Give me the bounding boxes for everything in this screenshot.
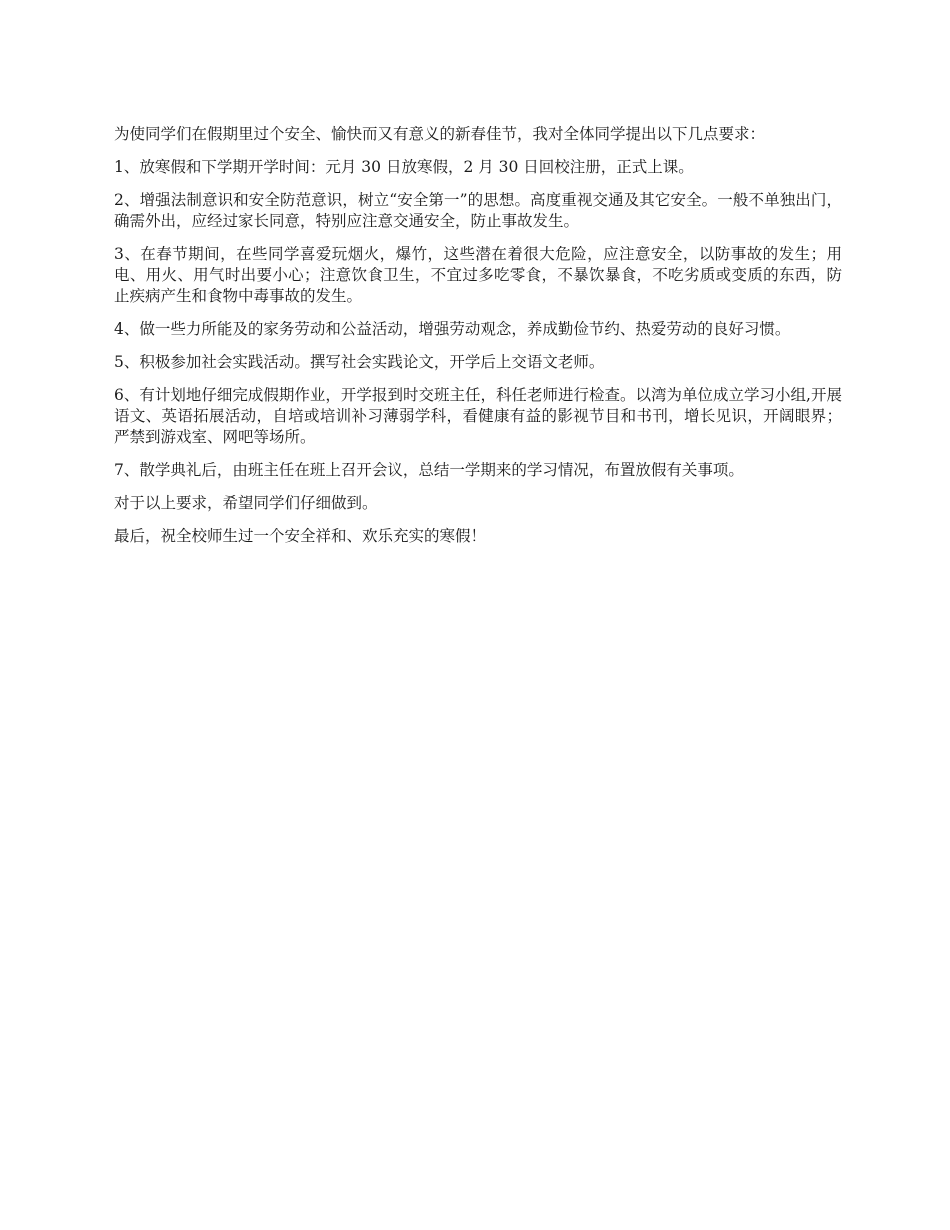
requirement-item-6: 6、有计划地仔细完成假期作业，开学报到时交班主任，科任老师进行检查。以湾为单位成立学习小组,开展语文、英语拓展活动，自培或培训补习薄弱学科，看健康有益的影视节目和书刊，增长见识，开阔眼界；严禁到游戏室、网吧等场所。 xyxy=(114,386,842,446)
intro-paragraph: 为使同学们在假期里过个安全、愉快而又有意义的新春佳节，我对全体同学提出以下几点要求： xyxy=(114,125,766,143)
requirement-item-7: 7、散学典礼后，由班主任在班上召开会议，总结一学期来的学习情况，布置放假有关事项。 xyxy=(114,461,744,479)
requirement-item-3: 3、在春节期间，在些同学喜爱玩烟火，爆竹，这些潜在着很大危险，应注意安全，以防事故的发生；用电、用火、用气时出要小心；注意饮食卫生，不宜过多吃零食，不暴饮暴食，不吃劣质或变质的东西，防止疾病产生和食物中毒事故的发生。 xyxy=(114,245,842,305)
requirement-item-2: 2、增强法制意识和安全防范意识，树立“安全第一”的思想。高度重视交通及其它安全。一般不单独出门，确需外出，应经过家长同意，特别应注意交通安全，防止事故发生。 xyxy=(114,191,842,230)
requirement-item-5: 5、积极参加社会实践活动。撰写社会实践论文，开学后上交语文老师。 xyxy=(114,353,605,371)
closing-paragraph: 对于以上要求，希望同学们仔细做到。 xyxy=(114,494,378,512)
requirement-item-1: 1、放寒假和下学期开学时间：元月 30 日放寒假，2 月 30 日回校注册，正式上课。 xyxy=(114,158,694,176)
wish-paragraph: 最后，祝全校师生过一个安全祥和、欢乐充实的寒假！ xyxy=(114,527,487,545)
document-page xyxy=(114,124,842,559)
requirement-item-4: 4、做一些力所能及的家务劳动和公益活动，增强劳动观念，养成勤俭节约、热爱劳动的良好习惯。 xyxy=(114,320,791,338)
